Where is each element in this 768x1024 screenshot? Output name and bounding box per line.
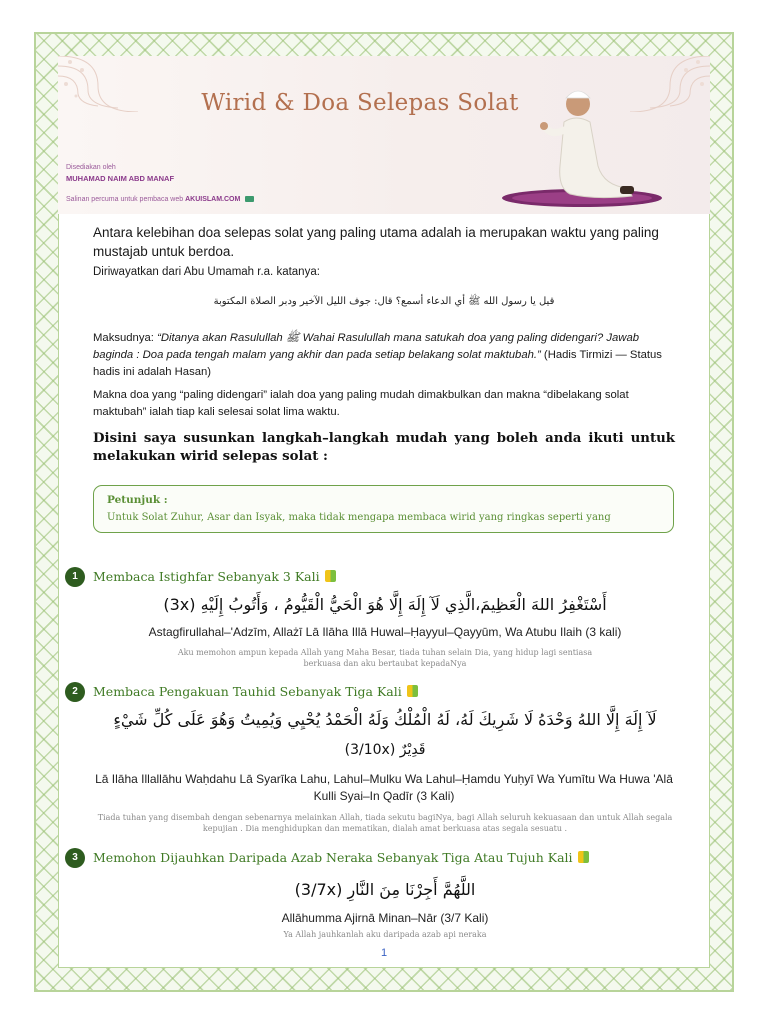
beginner-badge-icon xyxy=(407,685,418,697)
website-link[interactable]: AKUISLAM.COM xyxy=(185,196,241,203)
beginner-badge-icon xyxy=(578,851,589,863)
corner-ornament-left-icon xyxy=(58,56,138,112)
tip-text: Untuk Solat Zuhur, Asar dan Isyak, maka tidak mengapa membaca wirid yang ringkas seperti yang xyxy=(107,512,611,523)
author-name: MUHAMAD NAIM ABD MANAF xyxy=(66,174,175,183)
prepared-by-label: Disediakan oleh xyxy=(66,164,116,171)
narrated-line: Diriwayatkan dari Abu Umamah r.a. katanya: xyxy=(93,266,320,278)
tip-box xyxy=(93,485,674,533)
meaning-paragraph xyxy=(93,330,675,381)
header-banner xyxy=(58,56,710,214)
step-title-2 xyxy=(93,684,418,699)
step-title-1-text: Membaca Istighfar Sebanyak 3 Kali xyxy=(93,569,320,584)
step-2-transliteration: Lā Ilāha Illallāhu Waḥdahu Lā Syarīka Lahu, Lahul–Mulku Wa Lahul–Ḥamdu Yuḥyī Wa Yumītu Wa Huwa 'Alā Kulli Syai–In Qadīr (3 Kali) xyxy=(95,772,673,803)
step-3-transliteration: Allāhumma Ajirnā Minan–Nār (3/7 Kali) xyxy=(281,911,489,925)
step-number-3: 3 xyxy=(65,848,85,868)
step-1-translation: Aku memohon ampun kepada Allah yang Maha Besar, tiada tuhan selain Dia, yang hidup lagi sentiasa berkuasa dan aku bertaubat kepadaNya xyxy=(177,648,593,668)
free-copy-note xyxy=(66,196,254,203)
makna-paragraph: Makna doa yang “paling didengari” ialah doa yang paling mudah dimakbulkan dan makna “dibelakang solat maktubah” ialah tiap kali selesai solat lima waktu. xyxy=(93,389,629,418)
step-title-1 xyxy=(93,569,336,584)
step-3-translation: Ya Allah jauhkanlah aku daripada azab api neraka xyxy=(283,930,487,939)
step-title-3-text: Memohon Dijauhkan Daripada Azab Neraka Sebanyak Tiga Atau Tujuh Kali xyxy=(93,850,573,865)
step-number-2: 2 xyxy=(65,682,85,702)
step-title-2-text: Membaca Pengakuan Tauhid Sebanyak Tiga Kali xyxy=(93,684,402,699)
step-2-translation: Tiada tuhan yang disembah dengan sebenarnya melainkan Allah, tiada sekutu bagiNya, bagi Allah seluruh kekuasaan dan untuk Allah segala kepujian . Dia menghidupkan dan mematikan, dialah amat berkuasa atas segala sesuatu . xyxy=(97,813,673,833)
book-icon xyxy=(245,196,254,202)
hadith-arabic: قيل يا رسول الله ﷺ أي الدعاء أسمع؟ قال: جوف الليل الآخير ودبر الصلاة المكتوبة xyxy=(213,296,555,307)
meaning-quote: “Ditanya akan Rasulullah ﷺ Wahai Rasulullah mana satukah doa yang paling didengari? Jawab baginda : Doa pada tengah malam yang akhir dan pada setiap belakang solat maktubah.” xyxy=(93,332,640,361)
step-2-arabic-line-1: لَآ إِلَهَ إِلَّا اللهُ وَحْدَهُ لَا شَرِيكَ لَهُ، لَهُ الْمُلْكُ وَلَهُ الْحَمْدُ يُحْيِي وَيُمِيتُ وَهُوَ عَلَى كُلِّ شَيْءٍ xyxy=(113,710,657,729)
beginner-badge-icon xyxy=(325,570,336,582)
step-title-3 xyxy=(93,850,589,865)
tip-title: Petunjuk : xyxy=(107,494,168,506)
page-number: 1 xyxy=(380,947,388,959)
step-1-arabic: أَسْتَغْفِرُ اللهَ الْعَظِيمَ،الَّذِي لَآ إِلَهَ إِلَّا هُوَ الْحَيُّ الْقَيُّومُ ، وَأَتُوبُ إِلَيْهِ (3x) xyxy=(163,595,607,614)
step-2-arabic-line-2: قَدِيْرٌ (3/10x) xyxy=(344,742,426,758)
step-1-transliteration: Astagfirullahal–'Adzīm, Allażī Lā Ilāha Illā Huwal–Ḥayyul–Qayyūm, Wa Atubu Ilaih (3 kali) xyxy=(148,625,622,639)
meaning-label: Maksudnya: xyxy=(93,332,158,344)
steps-heading: Disini saya susunkan langkah–langkah mudah yang boleh anda ikuti untuk melakukan wirid selepas solat : xyxy=(93,431,675,464)
step-3-arabic: اللَّهُمَّ أَجِرْنَا مِنَ النَّارِ (3/7x) xyxy=(294,880,476,899)
page-title: Wirid & Doa Selepas Solat xyxy=(201,90,519,116)
step-number-1: 1 xyxy=(65,567,85,587)
meaning-source: (Hadis Tirmizi — Status hadis ini adalah Hasan) xyxy=(93,349,662,378)
praying-man-illustration xyxy=(494,70,664,210)
free-copy-text: Salinan percuma untuk pembaca web xyxy=(66,196,184,203)
intro-paragraph: Antara kelebihan doa selepas solat yang paling utama adalah ia merupakan waktu yang paling mustajab untuk berdoa. xyxy=(93,225,659,259)
